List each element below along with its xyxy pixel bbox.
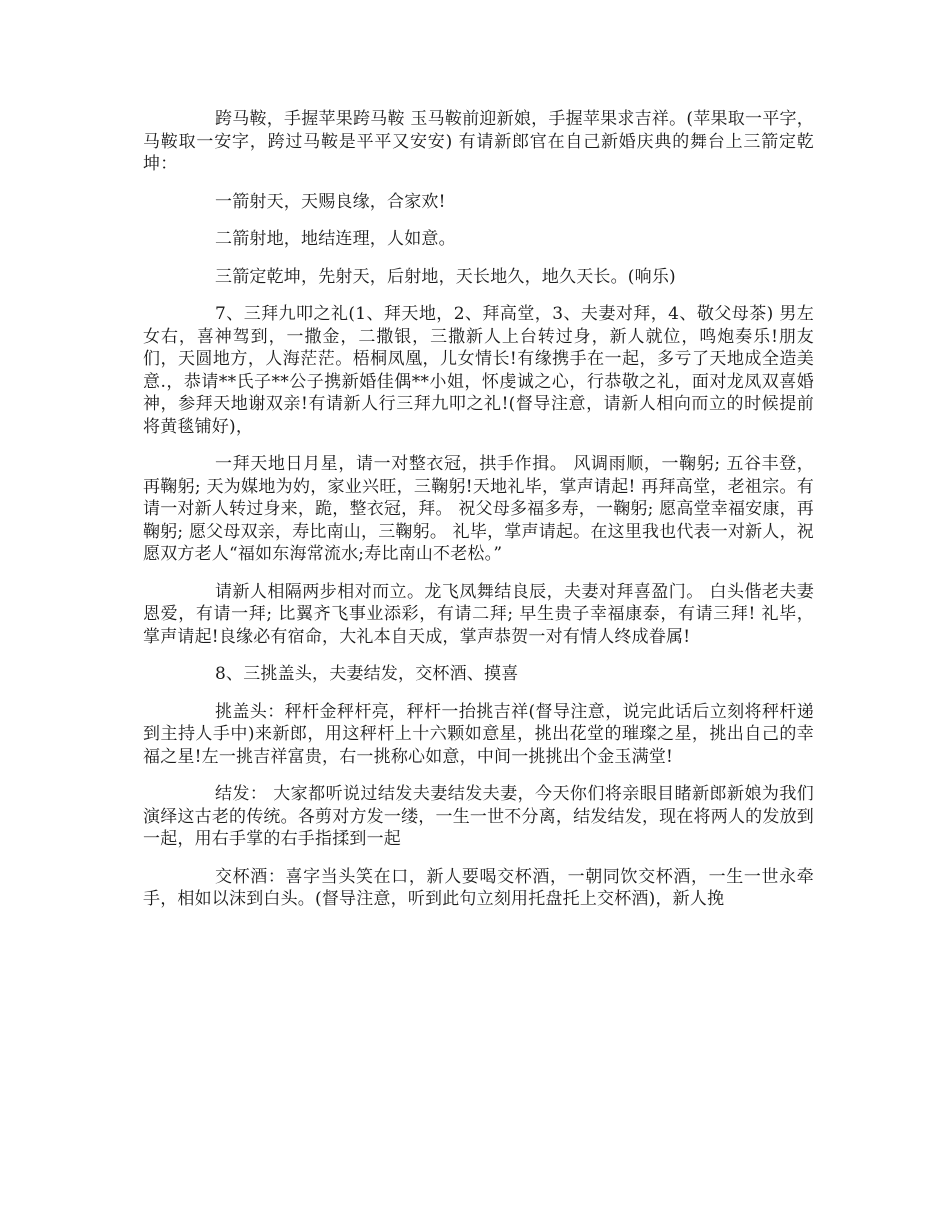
paragraph-saddle: 跨马鞍，手握苹果跨马鞍 玉马鞍前迎新娘，手握苹果求吉祥。(苹果取一平字，马鞍取一安字，跨过马鞍是平平又安安) 有请新郎官在自己新婚庆典的舞台上三箭定乾坤：	[143, 109, 814, 174]
paragraph-couple-bow: 请新人相隔两步相对而立。龙飞凤舞结良辰，夫妻对拜喜盈门。 白头偕老夫妻恩爱，有请一拜; 比翼齐飞事业添彩，有请二拜; 早生贵子幸福康泰，有请三拜! 礼毕，掌声请起!良缘必有宿命，大礼本自天成，掌声恭贺一对有情人终成眷属!	[143, 581, 814, 647]
paragraph-arrow-qiankun: 三箭定乾坤，先射天，后射地，天长地久，地久天长。(响乐)	[215, 266, 676, 287]
paragraph-bow-heaven-earth: 一拜天地日月星，请一对整衣冠，拱手作揖。 风调雨顺，一鞠躬; 五谷丰登，再鞠躬; 天为媒地为妁，家业兴旺，三鞠躬!天地礼毕，掌声请起! 再拜高堂，老祖宗。有请一对新人转过身来，跪，整衣冠，拜。 祝父母多福多寿，一鞠躬; 愿高堂幸福安康，再鞠躬; 愿父母双亲，寿比南山，三鞠躬。 礼毕，掌声请起。在这里我也代表一对新人，祝愿双方老人“福如东海常流水;寿比南山不老松。”	[143, 454, 814, 564]
paragraph-arrow-heaven: 一箭射天，天赐良缘，合家欢!	[215, 191, 446, 212]
document-page	[143, 108, 814, 926]
paragraph-tie-hair: 结发： 大家都听说过结发夫妻结发夫妻，今天你们将亲眼目睹新郎新娘为我们演绎这古老的传统。各剪对方发一缕，一生一世不分离，结发结发，现在将两人的发放到一起，用右手掌的右手指揉到一起	[143, 784, 814, 849]
paragraph-section-8-heading: 8、三挑盖头，夫妻结发，交杯酒、摸喜	[215, 664, 519, 684]
paragraph-three-bows-intro: 7、三拜九叩之礼(1、拜天地，2、拜高堂，3、夫妻对拜，4、敬父母茶) 男左女右，喜神驾到，一撒金，二撒银，三撒新人上台转过身，新人就位，鸣炮奏乐!朋友们，天圆地方，人海茫茫。梧桐凤凰，儿女情长!有缘携手在一起，多亏了天地成全造美意.，恭请**氏子**公子携新婚佳偶**小姐，怀虔诚之心，行恭敬之礼，面对龙凤双喜婚神，参拜天地谢双亲!有请新人行三拜九叩之礼!(督导注意，请新人相向而立的时候提前将黄毯铺好)，	[143, 304, 814, 437]
paragraph-cross-cup-wine: 交杯酒：喜字当头笑在口，新人要喝交杯酒，一朝同饮交杯酒，一生一世永牵手，相如以沫到白头。(督导注意，听到此句立刻用托盘托上交杯酒)，新人挽	[143, 866, 814, 909]
paragraph-lift-veil: 挑盖头：秤杆金秤杆亮，秤杆一抬挑吉祥(督导注意，说完此话后立刻将秤杆递到主持人手中)来新郎，用这秤杆上十六颗如意星，挑出花堂的璀璨之星，挑出自己的幸福之星!左一挑吉祥富贵，右一挑称心如意，中间一挑挑出个金玉满堂!	[143, 701, 814, 767]
paragraph-arrow-earth: 二箭射地，地结连理，人如意。	[215, 229, 456, 249]
